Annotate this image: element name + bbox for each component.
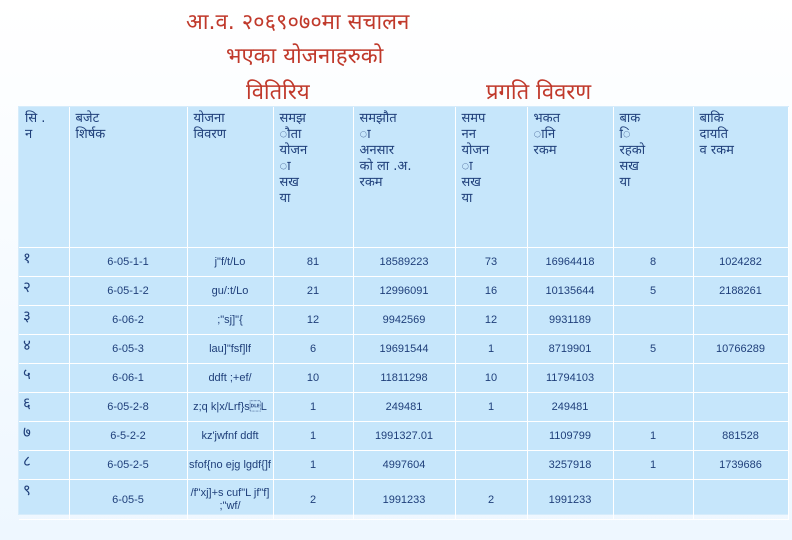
cell-agreement-amount: 11811298 [353, 364, 455, 393]
cell-paid-amount: 10135644 [527, 277, 613, 306]
cell-agreement-count: 81 [273, 248, 353, 277]
cell-completed-count [455, 422, 527, 451]
cell-completed-count: 1 [455, 335, 527, 364]
cell-completed-count: 12 [455, 306, 527, 335]
cell-budget-code: 6-06-2 [69, 306, 187, 335]
cell-project-name: j"f/t/Lo [187, 248, 273, 277]
cell-agreement-count: 1 [273, 422, 353, 451]
header-agreement-count: समझ ौता योजन ा सख या [273, 107, 353, 248]
header-completed-count: समप नन योजन ा सख या [455, 107, 527, 248]
cell-serial: ७ [19, 422, 69, 451]
slide-title [0, 0, 792, 112]
header-budget-title: बजेट शिर्षक [69, 107, 187, 248]
cell-agreement-count: 10 [273, 364, 353, 393]
cell-paid-amount: 9931189 [527, 306, 613, 335]
cell-serial: ५ [19, 364, 69, 393]
header-paid-amount: भकत ानि रकम [527, 107, 613, 248]
table-row [19, 248, 788, 277]
cell-project-name: ddft ;+ef/ [187, 364, 273, 393]
table-row [19, 451, 788, 480]
cell-agreement-count: 6 [273, 335, 353, 364]
header-project-detail: योजना विवरण [187, 107, 273, 248]
cell-project-name: ;"sj]"{ [187, 306, 273, 335]
cell-budget-code: 6-05-1-1 [69, 248, 187, 277]
cell-serial: ९ [19, 480, 69, 520]
cell-remaining-liability [693, 364, 788, 393]
cell-agreement-amount: 19691544 [353, 335, 455, 364]
cell-remaining-count [613, 393, 693, 422]
header-remaining-liability: बाकि दायति व रकम [693, 107, 788, 248]
cell-project-name: z;q k|x/Lrf}sL [187, 393, 273, 422]
title-line-3b: प्रगति विवरण [486, 80, 592, 105]
cell-budget-code: 6-06-1 [69, 364, 187, 393]
cell-remaining-count: 5 [613, 277, 693, 306]
cell-remaining-liability [693, 393, 788, 422]
cell-remaining-count [613, 364, 693, 393]
cell-remaining-liability: 10766289 [693, 335, 788, 364]
cell-paid-amount: 11794103 [527, 364, 613, 393]
title-line-3a: वितिरिय [246, 80, 310, 105]
cell-remaining-count: 5 [613, 335, 693, 364]
cell-paid-amount: 16964418 [527, 248, 613, 277]
cell-completed-count: 16 [455, 277, 527, 306]
header-remaining-count: बाक ि रहको सख या [613, 107, 693, 248]
cell-paid-amount: 3257918 [527, 451, 613, 480]
cell-completed-count: 2 [455, 480, 527, 520]
cell-serial: ८ [19, 451, 69, 480]
cell-project-name: kz'jwfnf ddft [187, 422, 273, 451]
cell-remaining-count [613, 480, 693, 520]
cell-remaining-count: 1 [613, 451, 693, 480]
cell-agreement-count: 21 [273, 277, 353, 306]
cell-project-name: gu/:t/Lo [187, 277, 273, 306]
cell-agreement-count: 2 [273, 480, 353, 520]
cell-remaining-liability [693, 480, 788, 520]
cell-remaining-liability: 881528 [693, 422, 788, 451]
cell-paid-amount: 249481 [527, 393, 613, 422]
cell-budget-code: 6-05-5 [69, 480, 187, 520]
cell-agreement-amount: 249481 [353, 393, 455, 422]
table-row [19, 306, 788, 335]
cell-paid-amount: 8719901 [527, 335, 613, 364]
cell-remaining-liability [693, 306, 788, 335]
cell-agreement-amount: 1991327.01 [353, 422, 455, 451]
header-serial: सि . न [19, 107, 69, 248]
table-header-row [19, 107, 788, 248]
cell-agreement-amount: 1991233 [353, 480, 455, 520]
cell-serial: २ [19, 277, 69, 306]
cell-serial: ३ [19, 306, 69, 335]
cell-serial: १ [19, 248, 69, 277]
cell-agreement-amount: 12996091 [353, 277, 455, 306]
cell-remaining-count: 8 [613, 248, 693, 277]
cell-project-name: sfof{no ejg lgdf{]f [187, 451, 273, 480]
cell-budget-code: 6-05-3 [69, 335, 187, 364]
cell-serial: ४ [19, 335, 69, 364]
title-line-2: भएका योजनाहरुको [226, 44, 384, 69]
cell-agreement-count: 1 [273, 393, 353, 422]
progress-table [18, 106, 789, 515]
cell-remaining-count [613, 306, 693, 335]
table-row [19, 393, 788, 422]
cell-serial: ६ [19, 393, 69, 422]
table-row [19, 422, 788, 451]
cell-paid-amount: 1991233 [527, 480, 613, 520]
table-row [19, 364, 788, 393]
cell-agreement-amount: 18589223 [353, 248, 455, 277]
title-line-1: आ.व. २०६९०७०मा सचालन [186, 10, 410, 35]
cell-completed-count: 1 [455, 393, 527, 422]
cell-completed-count [455, 451, 527, 480]
table-row [19, 277, 788, 306]
table-row [19, 480, 788, 520]
table-row [19, 335, 788, 364]
cell-agreement-amount: 4997604 [353, 451, 455, 480]
header-agreement-amount: समझौत ा अनसार को ला .अ. रकम [353, 107, 455, 248]
cell-project-name: lau]"fsf]lf [187, 335, 273, 364]
cell-budget-code: 6-05-2-8 [69, 393, 187, 422]
cell-budget-code: 6-05-1-2 [69, 277, 187, 306]
cell-project-name: /f"xj]+s cuf"L jf"f] ;"wf/ [187, 480, 273, 520]
cell-remaining-liability: 2188261 [693, 277, 788, 306]
cell-remaining-liability: 1739686 [693, 451, 788, 480]
cell-remaining-count: 1 [613, 422, 693, 451]
cell-completed-count: 10 [455, 364, 527, 393]
cell-budget-code: 6-05-2-5 [69, 451, 187, 480]
cell-agreement-count: 12 [273, 306, 353, 335]
cell-agreement-amount: 9942569 [353, 306, 455, 335]
cell-remaining-liability: 1024282 [693, 248, 788, 277]
cell-agreement-count: 1 [273, 451, 353, 480]
cell-paid-amount: 1109799 [527, 422, 613, 451]
cell-completed-count: 73 [455, 248, 527, 277]
cell-budget-code: 6-5-2-2 [69, 422, 187, 451]
